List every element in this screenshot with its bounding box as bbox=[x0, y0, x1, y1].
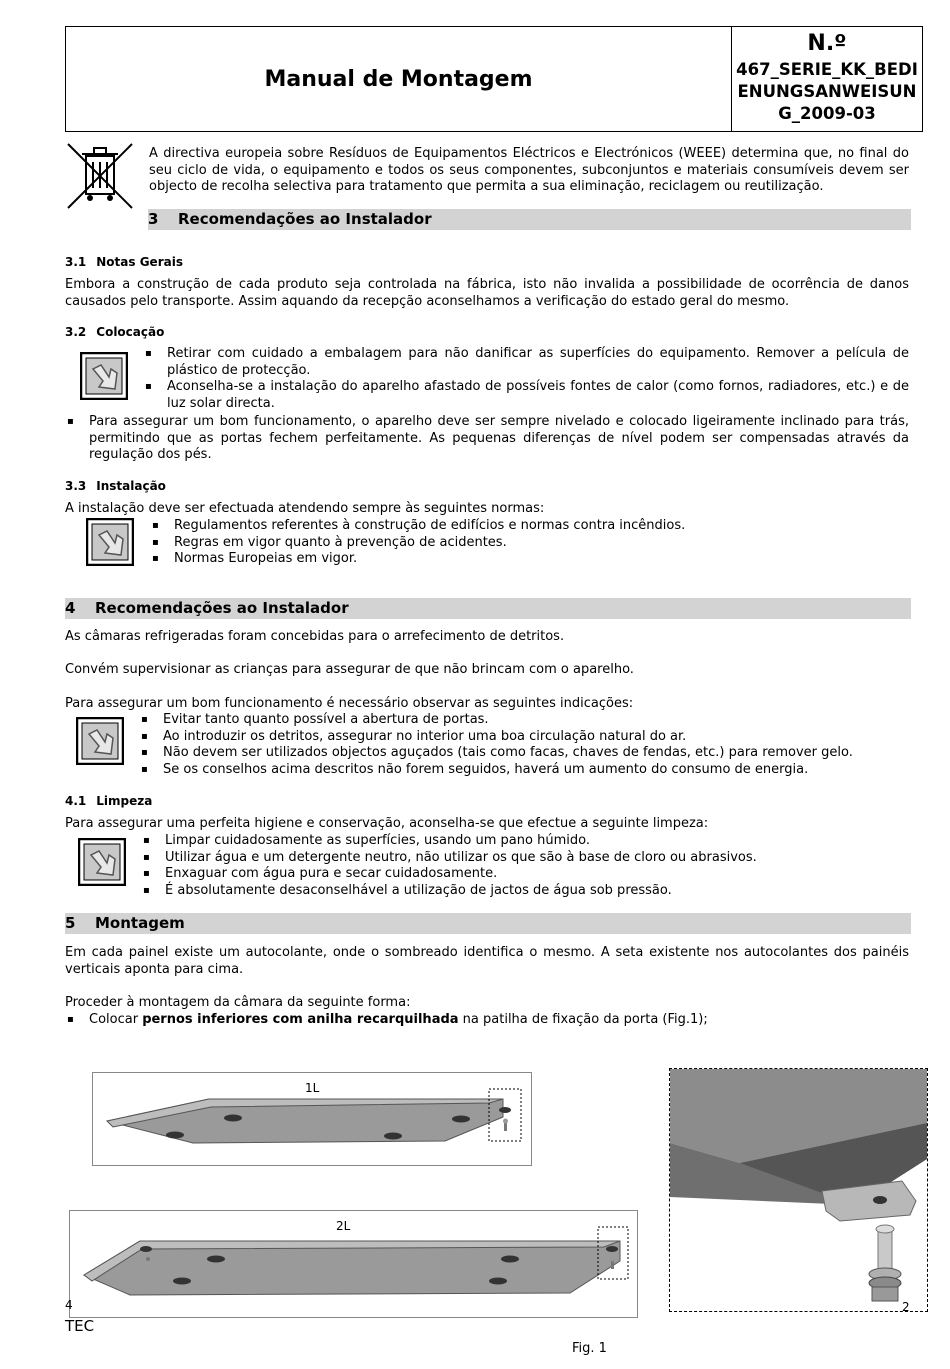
document-code-line-2: ENUNGSANWEISUN bbox=[737, 82, 917, 101]
subsection-3-1-text: Embora a construção de cada produto seja controlada na fábrica, isto não invalida a possibilidade de ocorrência de danos causados pelo transporte. Assim aquando da recepção aconselhamos a verificação do estado geral do mesmo. bbox=[65, 277, 909, 309]
list-item: ▪ Enxaguar com água pura e secar cuidadosamente. bbox=[141, 866, 909, 883]
list-item: ▪ Normas Europeias em vigor. bbox=[150, 551, 909, 568]
list-item: ▪ É absolutamente desaconselhável a utilização de jactos de água sob pressão. bbox=[141, 883, 909, 900]
list-item: ▪ Para assegurar um bom funcionamento, o aparelho deve ser sempre nivelado e colocado ligeiramente inclinado para trás, permitindo que as portas fechem perfeitamente. As pequenas diferenças de nível podem ser compensadas através da regulação dos pés. bbox=[65, 414, 909, 464]
section-5-paragraph-1-part-b: . A seta existente nos autocolantes dos painéis verticais aponta para cima. bbox=[65, 945, 909, 977]
subsection-4-1-number: 4.1 bbox=[65, 794, 87, 808]
crossed-bin-icon bbox=[66, 140, 136, 212]
subsection-3-3-list bbox=[150, 518, 909, 568]
arrow-warning-icon bbox=[78, 838, 126, 886]
section-5-paragraph-1-part-a: Em cada painel existe um autocolante, onde o sombreado identifica o mesmo bbox=[65, 945, 591, 960]
subsection-3-2-extra-list bbox=[65, 414, 909, 464]
arrow-warning-icon bbox=[86, 518, 134, 566]
document-title: Manual de Montagem bbox=[66, 27, 732, 131]
section-5-heading bbox=[65, 913, 911, 934]
list-item: ▪ Utilizar água e um detergente neutro, não utilizar os que são à base de cloro ou abrasivos. bbox=[141, 850, 909, 867]
section-5-number: 5 bbox=[65, 914, 76, 932]
list-item: ▪ Se os conselhos acima descritos não forem seguidos, haverá um aumento do consumo de energia. bbox=[139, 762, 909, 779]
panel-2l-drawing bbox=[70, 1211, 637, 1317]
list-item: ▪ Aconselha-se a instalação do aparelho afastado de possíveis fontes de calor (como fornos, radiadores, etc.) e de luz solar directa. bbox=[143, 379, 909, 412]
section-4-paragraph-2: Convém supervisionar as crianças para assegurar de que não brincam com o aparelho. bbox=[65, 662, 634, 677]
footer-page-fragment: 4 bbox=[65, 1298, 73, 1312]
section-5-list bbox=[65, 1012, 909, 1029]
section-3-number: 3 bbox=[148, 210, 159, 228]
arrow-warning-icon bbox=[80, 352, 128, 400]
list-item-text: Colocar bbox=[89, 1012, 143, 1027]
list-item: ▪ Não devem ser utilizados objectos aguçados (tais como facas, chaves de fendas, etc.) para remover gelo. bbox=[139, 745, 909, 762]
figure-panel-1l bbox=[92, 1072, 532, 1166]
section-5-paragraph-1 bbox=[65, 945, 909, 978]
subsection-3-2-list bbox=[143, 346, 909, 412]
section-4-title: Recomendações ao Instalador bbox=[95, 599, 349, 617]
list-item-text: na patilha de fixação da porta (Fig.1); bbox=[458, 1012, 708, 1027]
section-5-paragraph-2: Proceder à montagem da câmara da seguinte forma: bbox=[65, 995, 411, 1010]
section-3-title: Recomendações ao Instalador bbox=[178, 210, 432, 228]
number-label: N.º bbox=[807, 31, 847, 56]
figure-detail bbox=[669, 1068, 928, 1312]
subsection-3-3-intro: A instalação deve ser efectuada atendendo sempre às seguintes normas: bbox=[65, 501, 545, 516]
subsection-4-1-title: Limpeza bbox=[96, 794, 153, 808]
document-number-box bbox=[732, 27, 922, 131]
panel-2l-label: 2L bbox=[336, 1219, 351, 1233]
subsection-3-2-heading bbox=[65, 325, 164, 339]
figure-caption: Fig. 1 bbox=[572, 1341, 607, 1356]
subsection-3-3-number: 3.3 bbox=[65, 479, 87, 493]
document-code-line-1: 467_SERIE_KK_BEDI bbox=[736, 60, 918, 79]
section-4-list bbox=[139, 712, 909, 778]
subsection-3-2-number: 3.2 bbox=[65, 325, 87, 339]
subsection-3-1-number: 3.1 bbox=[65, 255, 87, 269]
subsection-3-1-title: Notas Gerais bbox=[96, 255, 183, 269]
list-item: ▪ Evitar tanto quanto possível a abertura de portas. bbox=[139, 712, 909, 729]
section-5-title: Montagem bbox=[95, 914, 185, 932]
subsection-4-1-intro: Para assegurar uma perfeita higiene e conservação, aconselha-se que efectue a seguinte limpeza: bbox=[65, 816, 709, 831]
subsection-4-1-list bbox=[141, 833, 909, 899]
subsection-3-2-title: Colocação bbox=[96, 325, 165, 339]
document-code-line-3: G_2009-03 bbox=[778, 104, 876, 123]
section-4-heading bbox=[65, 598, 911, 619]
weee-text: A directiva europeia sobre Resíduos de Equipamentos Eléctricos e Electrónicos (WEEE) determina que, no final do seu ciclo de vida, o equipamento e todos os seus componentes, subconjuntos e materiais consumíveis devem ser objecto de recolha selectiva para tratamento que permita a sua eliminação, reciclagem ou reutilização. bbox=[149, 146, 909, 194]
document-header bbox=[65, 26, 923, 132]
subsection-3-1-heading bbox=[65, 255, 183, 269]
section-4-number: 4 bbox=[65, 599, 76, 617]
list-item: ▪ Limpar cuidadosamente as superfícies, usando um pano húmido. bbox=[141, 833, 909, 850]
section-4-paragraph-3: Para assegurar um bom funcionamento é necessário observar as seguintes indicações: bbox=[65, 696, 634, 711]
list-item bbox=[65, 1012, 909, 1029]
bolt-detail-drawing bbox=[670, 1069, 927, 1311]
section-4-paragraph-1: As câmaras refrigeradas foram concebidas para o arrefecimento de detritos. bbox=[65, 629, 565, 644]
subsection-4-1-heading bbox=[65, 794, 152, 808]
list-item: ▪ Ao introduzir os detritos, assegurar no interior uma boa circulação natural do ar. bbox=[139, 729, 909, 746]
subsection-3-3-title: Instalação bbox=[96, 479, 166, 493]
figure-panel-2l bbox=[69, 1210, 638, 1318]
panel-1l-drawing bbox=[93, 1073, 531, 1165]
footer-tec: TEC bbox=[65, 1317, 95, 1335]
panel-1l-label: 1L bbox=[305, 1081, 320, 1095]
subsection-3-3-heading bbox=[65, 479, 166, 493]
list-item: ▪ Retirar com cuidado a embalagem para não danificar as superfícies do equipamento. Remover a película de plástico de protecção. bbox=[143, 346, 909, 379]
list-item: ▪ Regras em vigor quanto à prevenção de acidentes. bbox=[150, 535, 909, 552]
list-item-bold-text: pernos inferiores com anilha recarquilhada bbox=[142, 1012, 459, 1027]
footer-right-fragment: 2 bbox=[902, 1300, 910, 1314]
section-3-heading bbox=[148, 209, 911, 230]
list-item: ▪ Regulamentos referentes à construção de edifícios e normas contra incêndios. bbox=[150, 518, 909, 535]
arrow-warning-icon bbox=[76, 717, 124, 765]
